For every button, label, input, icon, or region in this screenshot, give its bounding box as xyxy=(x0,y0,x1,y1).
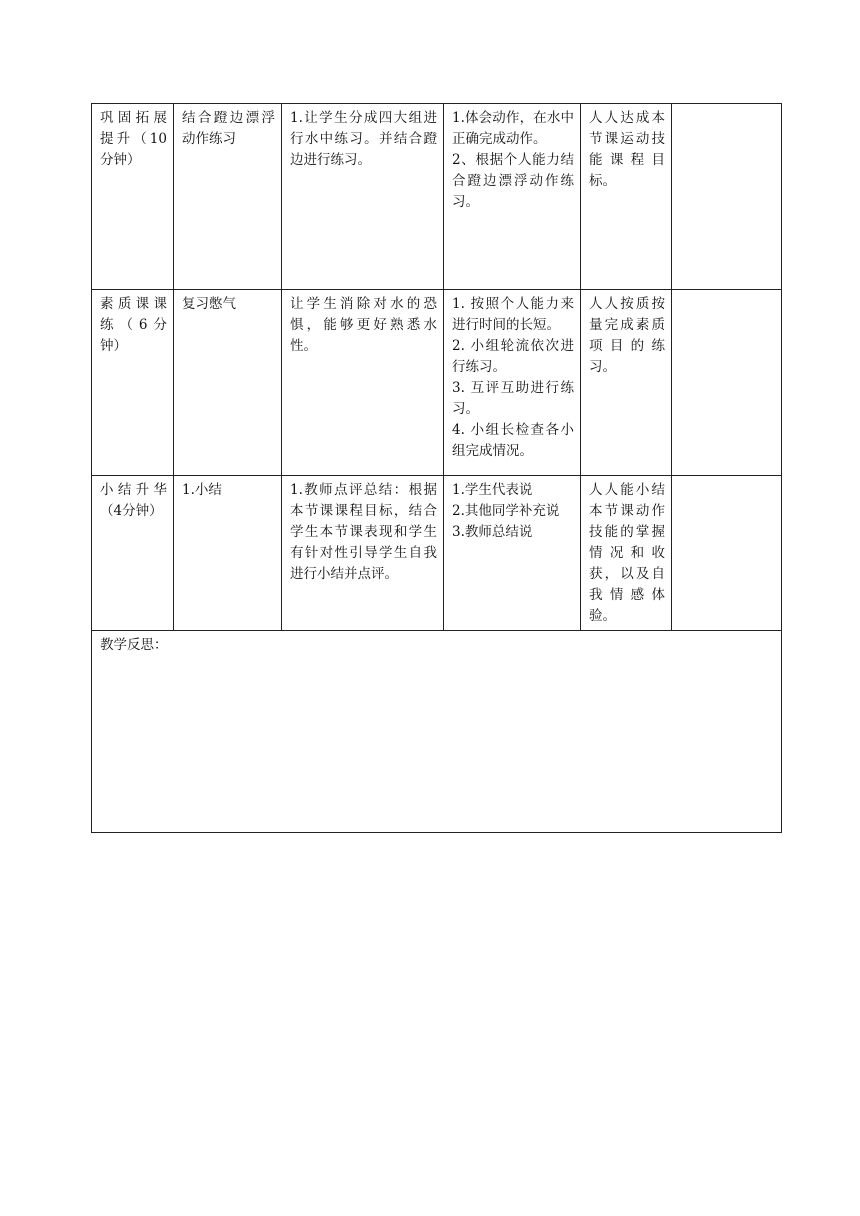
student-activity-line: 2. 小组轮流依次进行练习。 xyxy=(452,338,574,375)
student-activity-line: 3. 互评互助进行练习。 xyxy=(452,380,574,417)
table-row xyxy=(92,104,782,290)
lesson-plan-table xyxy=(91,103,782,833)
note-cell xyxy=(672,290,782,476)
student-activity-line: 1.体会动作，在水中正确完成动作。 xyxy=(452,110,574,147)
student-activity-line: 2、根据个人能力结合蹬边漂浮动作练习。 xyxy=(452,152,574,210)
student-activity-cell xyxy=(444,104,581,290)
table-row xyxy=(92,476,782,631)
reflection-cell xyxy=(92,631,782,833)
table-row xyxy=(92,631,782,833)
stage-cell: 巩固拓展提升（10分钟） xyxy=(92,104,174,290)
student-activity-line: 4. 小组长检查各小组完成情况。 xyxy=(452,422,574,459)
note-cell xyxy=(672,476,782,631)
stage-cell: 素质课课练（6分钟） xyxy=(92,290,174,476)
student-activity-cell xyxy=(444,476,581,631)
student-activity-cell xyxy=(444,290,581,476)
goal-cell: 人人达成本节课运动技能课程目标。 xyxy=(581,104,672,290)
student-activity-line: 1.学生代表说 xyxy=(452,482,533,498)
teacher-activity-cell: 1.让学生分成四大组进行水中练习。并结合蹬边进行练习。 xyxy=(282,104,444,290)
note-cell xyxy=(672,104,782,290)
table-row xyxy=(92,290,782,476)
reflection-label: 教学反思： xyxy=(100,637,168,653)
stage-cell: 小结升华（4分钟） xyxy=(92,476,174,631)
teacher-activity-cell: 让学生消除对水的恐惧，能够更好熟悉水性。 xyxy=(282,290,444,476)
content-cell: 复习憋气 xyxy=(174,290,282,476)
student-activity-line: 1. 按照个人能力来进行时间的长短。 xyxy=(452,296,574,333)
content-cell: 结合蹬边漂浮动作练习 xyxy=(174,104,282,290)
goal-cell: 人人按质按量完成素质项目的练习。 xyxy=(581,290,672,476)
student-activity-line: 3.教师总结说 xyxy=(452,524,533,540)
goal-cell: 人人能小结本节课动作技能的掌握情况和收获，以及自我情感体验。 xyxy=(581,476,672,631)
teacher-activity-cell: 1.教师点评总结：根据本节课课程目标，结合学生本节课表现和学生有针对性引导学生自我进行小结并点评。 xyxy=(282,476,444,631)
content-cell: 1.小结 xyxy=(174,476,282,631)
student-activity-line: 2.其他同学补充说 xyxy=(452,503,560,519)
